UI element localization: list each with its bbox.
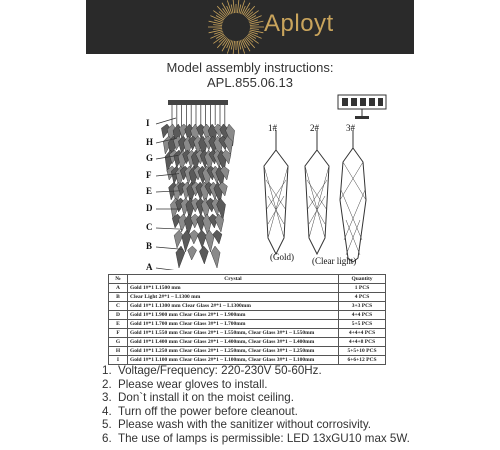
- crystal-type-3-drawing: [340, 130, 366, 262]
- row-id: E: [109, 320, 128, 329]
- brand-logo: Aployt: [264, 10, 334, 37]
- crystal-drop: [205, 230, 214, 252]
- note-number: 2.: [102, 377, 112, 391]
- note-text: Turn off the power before cleanout.: [118, 404, 298, 418]
- note-text: Please wear gloves to install.: [118, 377, 268, 391]
- row-id: H: [109, 347, 128, 356]
- chandelier-illustration: [0, 90, 500, 270]
- level-label: H: [146, 137, 154, 147]
- sunburst-ray: [237, 41, 238, 54]
- crystal-1-number: 1#: [268, 123, 277, 133]
- model-number: APL.855.06.13: [206, 75, 294, 90]
- ceiling-plate: [168, 100, 228, 105]
- row-id: B: [109, 293, 128, 302]
- note-item: [102, 432, 410, 446]
- row-id: C: [109, 302, 128, 311]
- row-id: F: [109, 329, 128, 338]
- sunburst-ray: [213, 25, 222, 26]
- level-label: I: [146, 118, 150, 128]
- row-crystal: Gold 1#*1 L1300 mm Clear Glass 2#*1 – L1300mm: [128, 302, 339, 311]
- sunburst-ray: [233, 41, 234, 54]
- row-id: G: [109, 338, 128, 347]
- note-number: 6.: [102, 431, 112, 445]
- table-row: [109, 302, 386, 311]
- row-quantity: 5+5+10 PCS: [339, 347, 386, 356]
- page-title: Model assembly instructions:: [166, 60, 334, 75]
- crystal-drop: [197, 230, 206, 248]
- row-crystal: Gold 1#*1 L1500 mm: [128, 284, 339, 293]
- sunburst-ray: [250, 28, 259, 29]
- leader-line: [156, 247, 183, 249]
- gold-label: (Gold): [270, 252, 294, 262]
- note-text: The use of lamps is permissible: LED 13xGU10 max 5W.: [118, 431, 410, 445]
- level-label: B: [146, 241, 153, 251]
- note-item: [102, 405, 410, 419]
- row-crystal: Gold 1#*1 L900 mm Clear Glass 2#*1 – L900mm: [128, 311, 339, 320]
- table-row: [109, 329, 386, 338]
- sunburst-ray: [250, 25, 259, 26]
- level-label: F: [146, 170, 152, 180]
- row-crystal: Gold 1#*1 L100 mm Clear Glass 2#*1 – L100mm, Clear Glass 3#*1 – L100mm: [128, 356, 339, 365]
- col-header-quantity: Quantity: [339, 275, 386, 284]
- row-quantity: 4+4 PCS: [339, 311, 386, 320]
- crystal-drop: [174, 230, 183, 248]
- note-text: Please wash with the sanitizer without corrosivity.: [118, 418, 372, 432]
- col-header-crystal: Crystal: [128, 275, 339, 284]
- crystal-2-number: 2#: [310, 123, 319, 133]
- row-quantity: 4+4+4 PCS: [339, 329, 386, 338]
- crystal-drop: [188, 246, 197, 260]
- table-row: [109, 284, 386, 293]
- row-id: A: [109, 284, 128, 293]
- row-quantity: 3+3 PCS: [339, 302, 386, 311]
- crystal-drop: [199, 246, 208, 264]
- col-header-number: №: [109, 275, 128, 284]
- note-number: 5.: [102, 418, 112, 432]
- row-id: I: [109, 356, 128, 365]
- row-quantity: 5+5 PCS: [339, 320, 386, 329]
- crystal-drop: [211, 246, 220, 268]
- row-quantity: 6+6+12 PCS: [339, 356, 386, 365]
- row-id: D: [109, 311, 128, 320]
- row-crystal: Gold 1#*1 L400 mm Clear Glass 2#*1 – L400mm, Clear Glass 3#*1 – L400mm: [128, 338, 339, 347]
- crystal-drop: [190, 230, 199, 244]
- brand-banner: [86, 0, 414, 54]
- lamp-socket-detail: [338, 95, 386, 119]
- row-crystal: Gold 1#*1 L700 mm Clear Glass 3#*1 – L700mm: [128, 320, 339, 329]
- table-row: [109, 320, 386, 329]
- note-number: 4.: [102, 404, 112, 418]
- level-label: A: [146, 262, 153, 272]
- table-row: [109, 293, 386, 302]
- sunburst-graphic: [86, 0, 414, 54]
- leader-line: [156, 118, 176, 124]
- row-quantity: 4 PCS: [339, 293, 386, 302]
- note-text: Voltage/Frequency: 220-230V 50-60Hz.: [118, 364, 322, 377]
- row-quantity: 4+4+8 PCS: [339, 338, 386, 347]
- note-text: Don`t install it on the moist ceiling.: [118, 391, 294, 405]
- crystal-type-2-drawing: [305, 130, 329, 254]
- crystal-3-number: 3#: [346, 123, 355, 133]
- note-item: [102, 364, 410, 378]
- note-item: [102, 391, 410, 405]
- clear-light-label: (Clear light): [312, 256, 357, 266]
- leader-line: [156, 268, 184, 270]
- note-item: [102, 418, 410, 432]
- instruction-notes: [102, 364, 410, 446]
- table-row: [109, 347, 386, 356]
- level-label: D: [146, 203, 153, 213]
- crystal-type-1-drawing: [264, 130, 288, 254]
- sunburst-ray: [213, 28, 222, 29]
- row-crystal: Clear Light 2#*1 – L1300 mm: [128, 293, 339, 302]
- table-row: [109, 311, 386, 320]
- level-label: E: [146, 186, 153, 196]
- table-row: [109, 338, 386, 347]
- row-crystal: Gold 1#*1 L250 mm Clear Glass 2#*1 – L250mm, Clear Glass 3#*1 – L250mm: [128, 347, 339, 356]
- note-item: [102, 378, 410, 392]
- crystal-cluster: [161, 124, 234, 268]
- row-quantity: 1 PCS: [339, 284, 386, 293]
- sunburst-ray: [237, 0, 238, 13]
- leader-line: [156, 228, 182, 229]
- note-number: 1.: [102, 364, 112, 377]
- note-number: 3.: [102, 391, 112, 405]
- parts-table: [108, 274, 386, 365]
- crystal-drop: [213, 230, 222, 244]
- sunburst-ray: [233, 0, 234, 13]
- level-label: G: [146, 153, 154, 163]
- level-label: C: [146, 222, 153, 232]
- table-header-row: [109, 275, 386, 284]
- row-crystal: Gold 1#*1 L550 mm Clear Glass 2#*1 – L550mm, Clear Glass 3#*1 – L550mm: [128, 329, 339, 338]
